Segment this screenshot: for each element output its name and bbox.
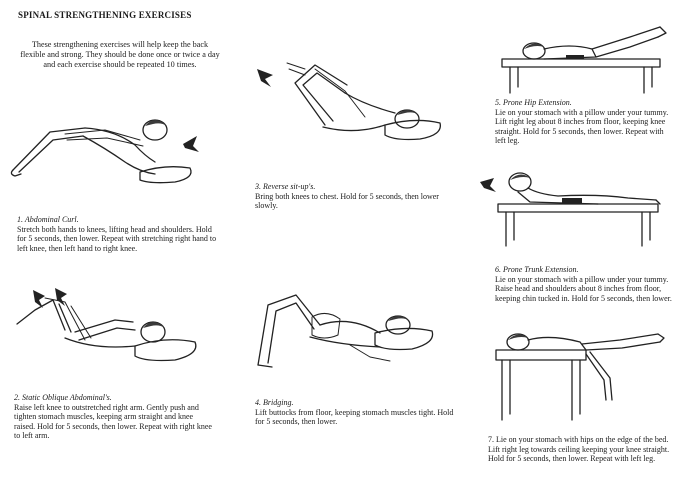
text-static-oblique: Raise left knee to outstretched right arm. Gently push and tighten stomach muscles, keeping arm straight and knee raised. Hold for 5 seconds, then lower. Repeat with right knee to left arm. [14,402,212,441]
caption-prone-trunk-extension [495,265,675,303]
illustration-abdominal-curl [5,100,205,200]
heading-abdominal-curl: 1. Abdominal Curl. [17,215,79,224]
intro-text: These strengthening exercises will help keep the back flexible and strong. They should be done once or twice a day and each exercise should be repeated 10 times. [20,40,220,69]
illustration-static-oblique [5,280,205,380]
text-reverse-situp: Bring both knees to chest. Hold for 5 seconds, then lower slowly. [255,191,439,211]
caption-abdominal-curl [17,215,222,253]
page-title: SPINAL STRENGTHENING EXERCISES [18,10,192,20]
caption-reverse-situp [255,182,455,211]
illustration-prone-trunk-extension [478,160,673,250]
heading-bridging: 4. Bridging. [255,398,294,407]
caption-static-oblique [14,393,214,441]
text-prone-trunk-extension: Lie on your stomach with a pillow under your tummy. Raise head and shoulders about 8 inches from floor, keeping chin tucked in. Hold for 5 seconds, then lower. [495,274,672,303]
caption-prone-hip-extension [495,98,675,146]
heading-static-oblique: 2. Static Oblique Abdominal's. [14,393,112,402]
illustration-reverse-situp [245,55,445,155]
illustration-bed-edge-leg-lift [490,320,670,425]
text-abdominal-curl: Stretch both hands to knees, lifting head and shoulders. Hold for 5 seconds, then lower. Repeat with stretching right hand to left knee, then left hand to right knee. [17,224,217,253]
caption-bed-edge-leg-lift [488,435,673,464]
heading-prone-hip-extension: 5. Prone Hip Extension. [495,98,572,107]
caption-bridging [255,398,455,427]
heading-prone-trunk-extension: 6. Prone Trunk Extension. [495,265,579,274]
text-prone-hip-extension: Lie on your stomach with a pillow under your tummy. Lift right leg about 8 inches from floor, keeping knee straight. Hold for 5 seconds, then lower. Repeat with left leg. [495,107,669,146]
illustration-bridging [240,285,440,375]
heading-reverse-situp: 3. Reverse sit-up's. [255,182,316,191]
text-bed-edge-leg-lift: 7. Lie on your stomach with hips on the edge of the bed. Lift right leg towards ceiling keeping your knee straight. Hold for 5 seconds, then lower. Repeat with left leg. [488,435,670,464]
text-bridging: Lift buttocks from floor, keeping stomach muscles tight. Hold for 5 seconds, then lower. [255,407,454,427]
illustration-prone-hip-extension [500,15,670,95]
